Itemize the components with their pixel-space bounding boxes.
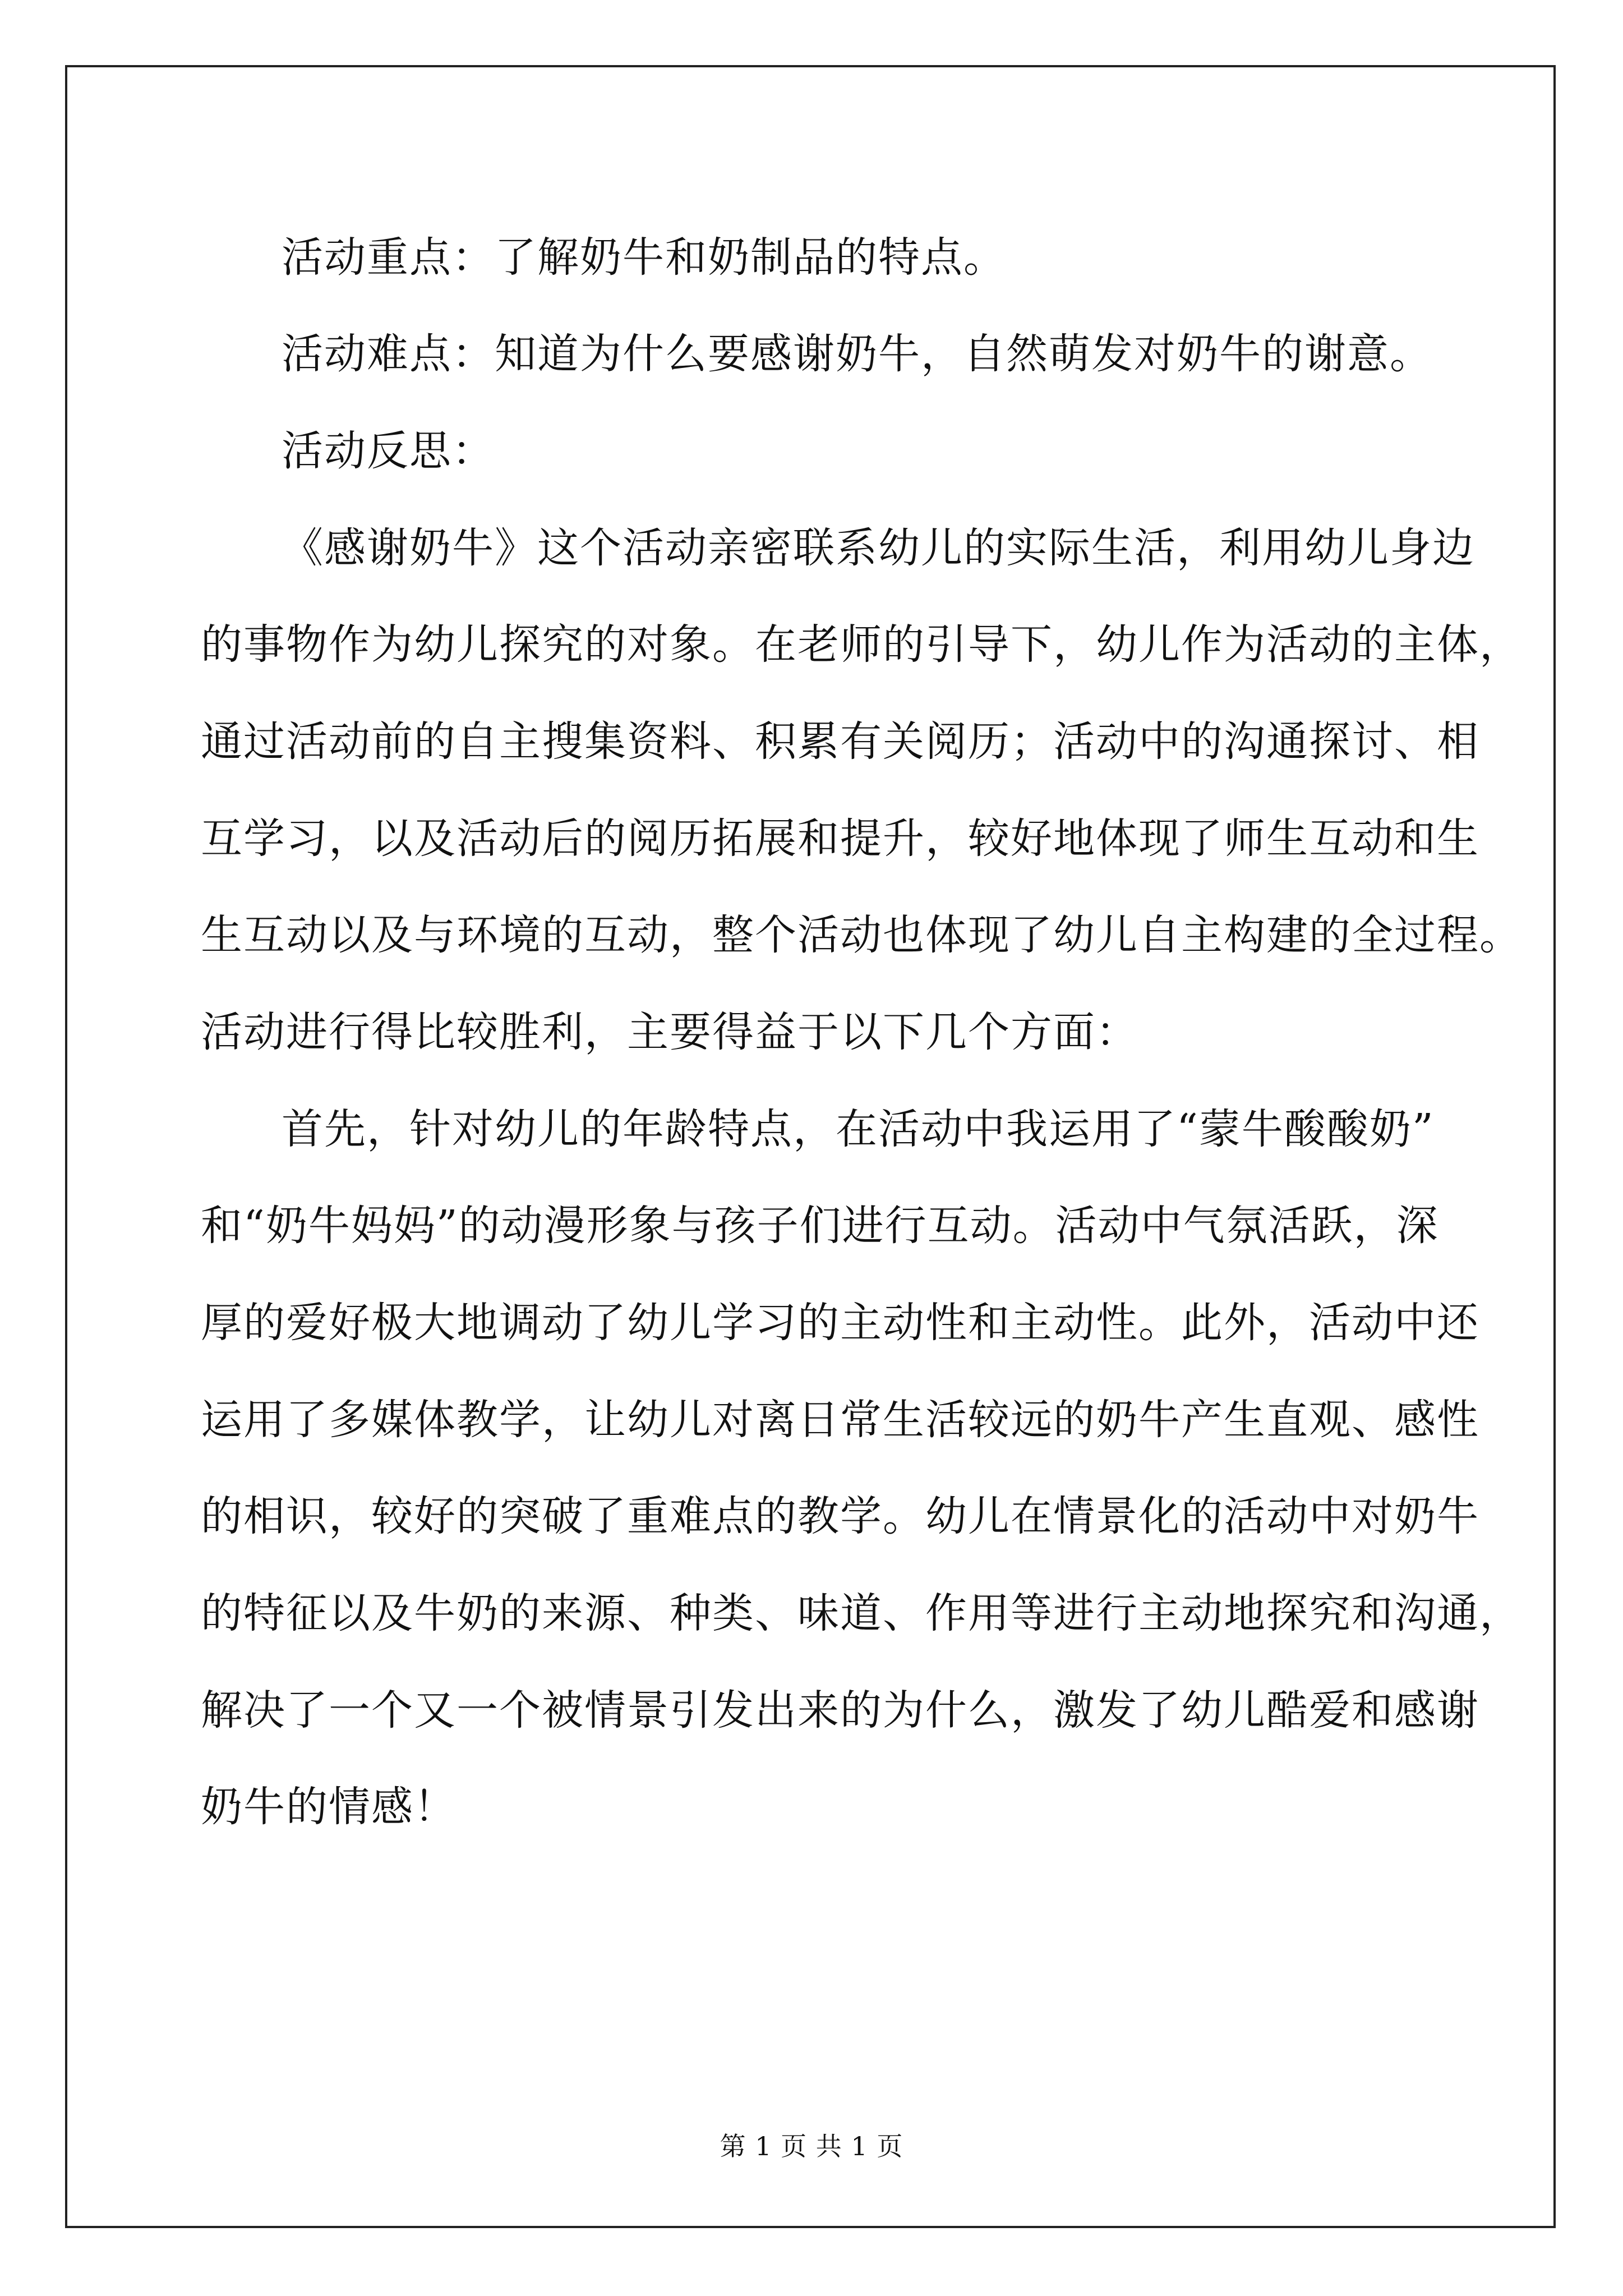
body-line: 活动进行得比较胜利，主要得益于以下几个方面： (201, 1008, 1138, 1056)
body-line: 奶牛的情感！ (201, 1783, 457, 1831)
body-line: 厚的爱好极大地调动了幼儿学习的主动性和主动性。此外，活动中还 (201, 1299, 1479, 1347)
page-number: 第 1 页 共 1 页 (720, 2131, 903, 2161)
body-line: 的事物作为幼儿探究的对象。在老师的引导下，幼儿作为活动的主体， (201, 620, 1522, 669)
body-line: 互学习，以及活动后的阅历拓展和提升，较好地体现了师生互动和生 (201, 815, 1479, 863)
body-line: 的相识，较好的突破了重难点的教学。幼儿在情景化的活动中对奶牛 (201, 1492, 1479, 1540)
body-line: 首先，针对幼儿的年龄特点，在活动中我运用了“蒙牛酸酸奶” (282, 1105, 1435, 1153)
body-line: 生互动以及与环境的互动，整个活动也体现了幼儿自主构建的全过程。 (201, 911, 1522, 959)
body-line: 《感谢奶牛》这个活动亲密联系幼儿的实际生活，利用幼儿身边 (282, 524, 1475, 572)
body-line: 的特征以及牛奶的来源、种类、味道、作用等进行主动地探究和沟通， (201, 1589, 1522, 1637)
body-line: 和“奶牛妈妈”的动漫形象与孩子们进行互动。活动中气氛活跃，深 (201, 1202, 1439, 1250)
body-line: 解决了一个又一个被情景引发出来的为什么，激发了幼儿酷爱和感谢 (201, 1686, 1479, 1734)
body-line: 运用了多媒体教学，让幼儿对离日常生活较远的奶牛产生直观、感性 (201, 1396, 1479, 1444)
body-line: 通过活动前的自主搜集资料、积累有关阅历；活动中的沟通探讨、相 (201, 717, 1479, 766)
body-line: 活动难点：知道为什么要感谢奶牛，自然萌发对奶牛的谢意。 (282, 330, 1432, 378)
body-line: 活动反思： (282, 427, 495, 475)
body-line: 活动重点：了解奶牛和奶制品的特点。 (282, 233, 1006, 282)
